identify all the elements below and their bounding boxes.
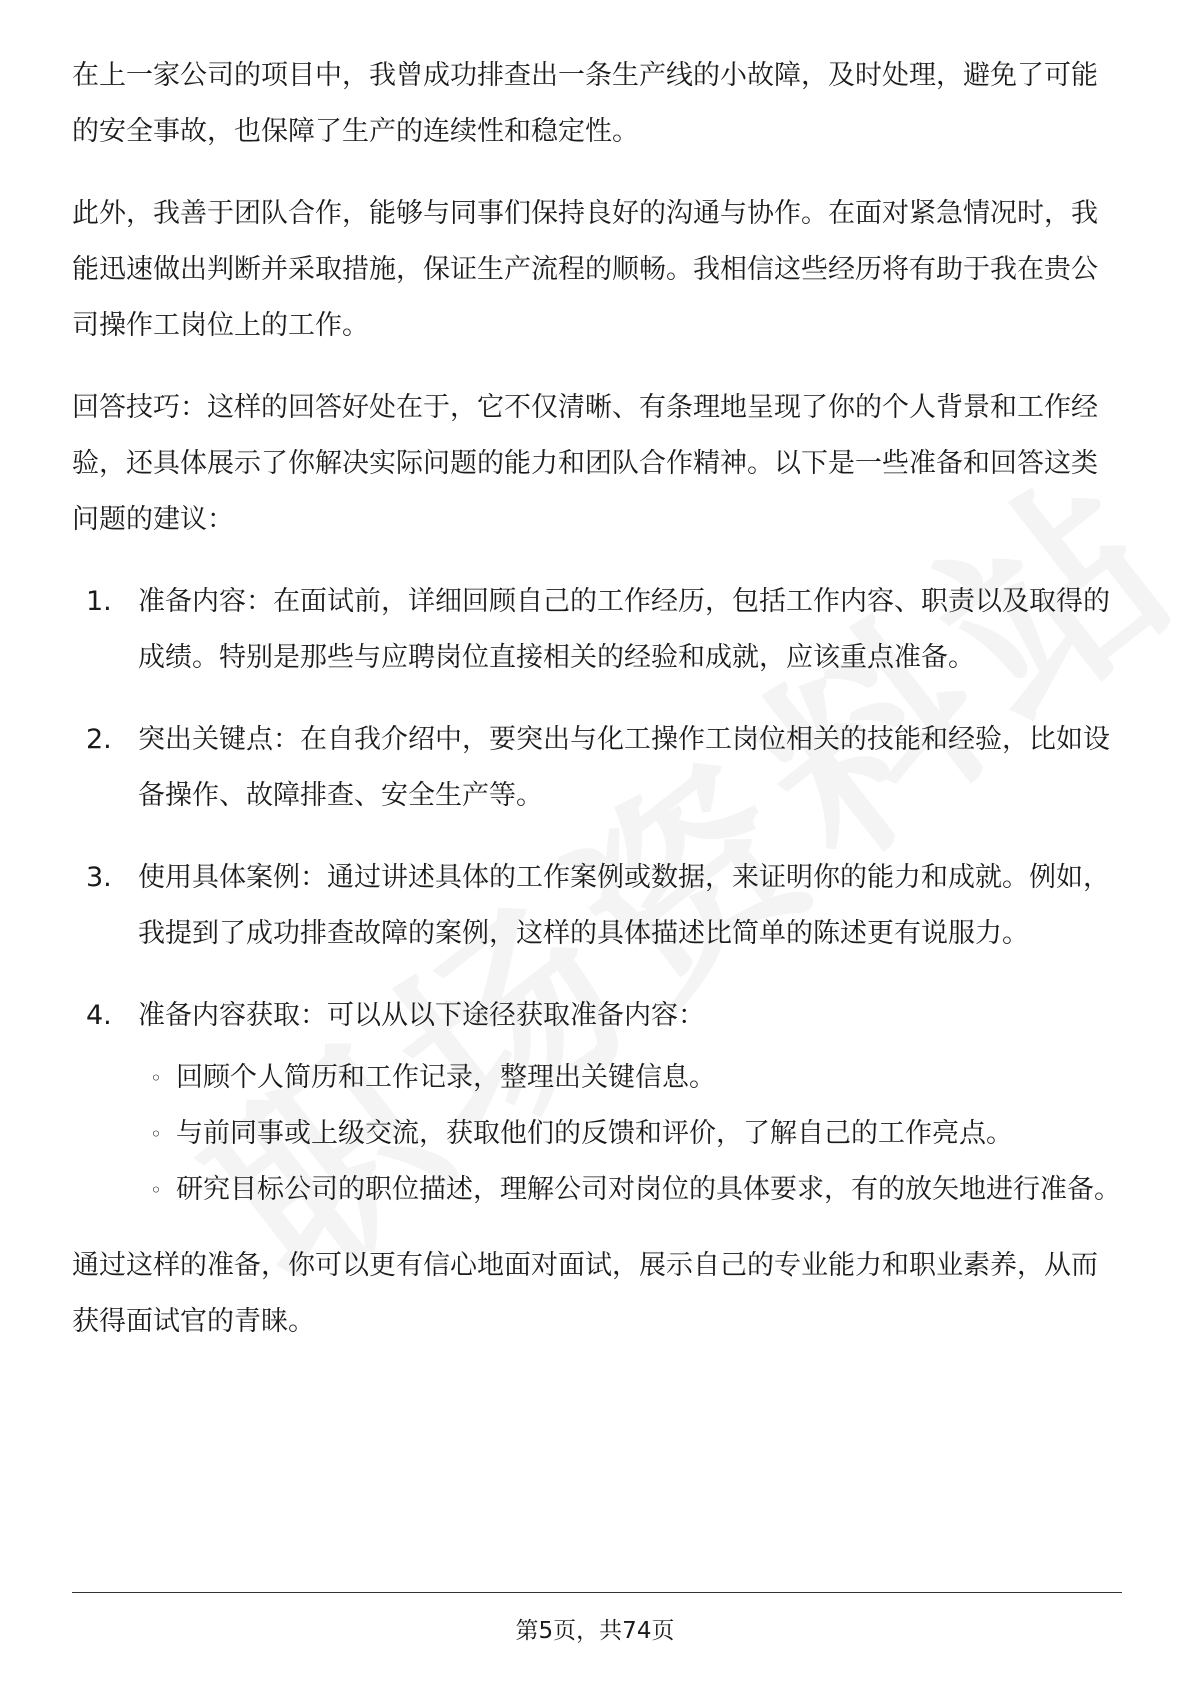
bullet-icon: ◦: [150, 1178, 162, 1202]
paragraph: 回答技巧：这样的回答好处在于，它不仅清晰、有条理地呈现了你的个人背景和工作经验，还具体展示了你解决实际问题的能力和团队合作精神。以下是一些准备和回答这类问题的建议：: [72, 392, 1098, 535]
bullet-icon: ◦: [150, 1122, 162, 1146]
ordered-list: [72, 574, 1122, 1044]
bullet-list-item: [150, 1050, 1122, 1106]
list-item: [72, 712, 1122, 824]
bullet-list-text: 研究目标公司的职位描述，理解公司对岗位的具体要求，有的放矢地进行准备。: [176, 1174, 1121, 1205]
bullet-list: [72, 1050, 1122, 1218]
paragraph: 通过这样的准备，你可以更有信心地面对面试，展示自己的专业能力和职业素养，从而获得面试官的青睐。: [72, 1250, 1098, 1337]
list-item-number: 4.: [86, 1000, 112, 1031]
bullet-list-text: 与前同事或上级交流，获取他们的反馈和评价，了解自己的工作亮点。: [176, 1118, 1013, 1149]
footer-divider: [72, 1592, 1122, 1593]
list-item-text: 准备内容获取：可以从以下途径获取准备内容：: [138, 1000, 705, 1031]
bullet-list-item: [150, 1162, 1122, 1218]
bullet-list-text: 回顾个人简历和工作记录，整理出关键信息。: [176, 1062, 716, 1093]
list-item: [72, 850, 1122, 962]
list-item-text: 使用具体案例：通过讲述具体的工作案例或数据，来证明你的能力和成就。例如，我提到了成功排查故障的案例，这样的具体描述比简单的陈述更有说服力。: [138, 862, 1110, 949]
list-item-number: 3.: [86, 862, 112, 893]
page-number: 第5页，共74页: [515, 1618, 675, 1644]
document-body: [72, 48, 1122, 1376]
list-item-text: 准备内容：在面试前，详细回顾自己的工作经历，包括工作内容、职责以及取得的成绩。特别是那些与应聘岗位直接相关的经验和成就，应该重点准备。: [138, 586, 1110, 673]
list-item-number: 2.: [86, 724, 112, 755]
list-item-text: 突出关键点：在自我介绍中，要突出与化工操作工岗位相关的技能和经验，比如设备操作、故障排查、安全生产等。: [138, 724, 1110, 811]
list-item-number: 1.: [86, 586, 112, 617]
bullet-list-item: [150, 1106, 1122, 1162]
paragraph: 在上一家公司的项目中，我曾成功排查出一条生产线的小故障，及时处理，避免了可能的安全事故，也保障了生产的连续性和稳定性。: [72, 60, 1098, 147]
list-item: [72, 574, 1122, 686]
paragraph: 此外，我善于团队合作，能够与同事们保持良好的沟通与协作。在面对紧急情况时，我能迅速做出判断并采取措施，保证生产流程的顺畅。我相信这些经历将有助于我在贵公司操作工岗位上的工作。: [72, 198, 1098, 341]
list-item: [72, 988, 1122, 1044]
bullet-icon: ◦: [150, 1066, 162, 1090]
